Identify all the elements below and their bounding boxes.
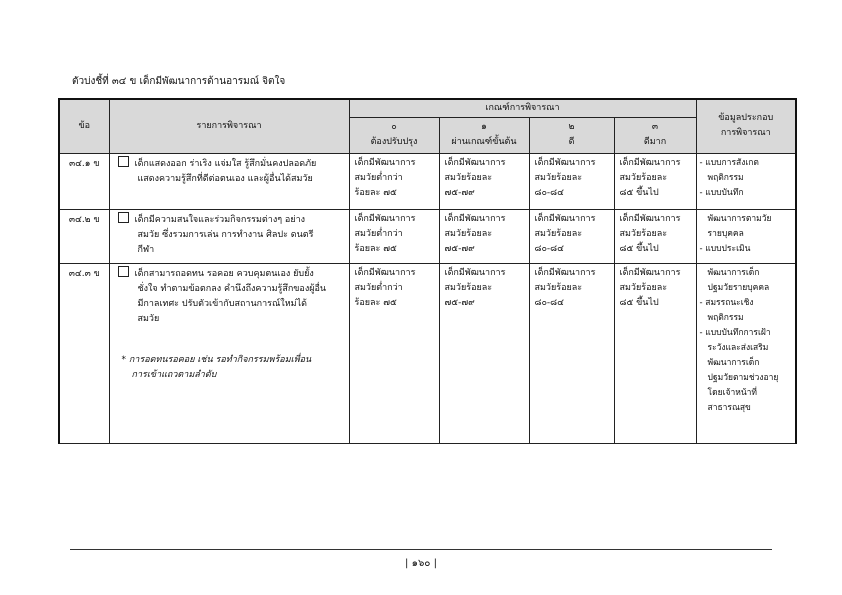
level-header-3	[614, 117, 696, 153]
criteria-table	[58, 98, 797, 444]
col-header-info	[696, 99, 796, 153]
info-text: - สมรรถนะเชิง	[699, 297, 754, 308]
item-text: กีฬา	[137, 244, 155, 255]
item-cell	[109, 263, 349, 444]
info-text: ระวังและส่งเสริม	[707, 342, 769, 353]
level-cell-0	[349, 263, 439, 444]
info-text: พฤติกรรม	[707, 172, 744, 183]
info-text: - แบบบันทึก	[699, 187, 744, 198]
level-text: เด็กมีพัฒนาการ	[534, 213, 596, 224]
level-text: เด็กมีพัฒนาการ	[354, 157, 416, 168]
level-cell-3	[614, 153, 696, 209]
info-cell	[696, 209, 796, 263]
info-cell	[696, 263, 796, 444]
row-number: ๓๔.๓ ข	[59, 263, 109, 444]
row-number: ๓๔.๒ ข	[59, 209, 109, 263]
level-text: เด็กมีพัฒนาการ	[534, 157, 596, 168]
level-text: สมวัยร้อยละ	[444, 282, 493, 293]
info-text: - แบบบันทึกการเฝ้า	[699, 327, 771, 338]
level-text: ๗๕-๗๙	[444, 297, 475, 308]
level-text: เด็กมีพัฒนาการ	[354, 213, 416, 224]
level-text: สมวัยร้อยละ	[444, 172, 493, 183]
info-cell	[696, 153, 796, 209]
level-text: เด็กมีพัฒนาการ	[619, 267, 681, 278]
level-cell-0	[349, 153, 439, 209]
item-text: เด็กสามารถอดทน รอคอย ควบคุมตนเอง ยับยั้ง	[134, 268, 314, 279]
item-text: มีกาลเทศะ ปรับตัวเข้ากับสถานการณ์ใหม่ได้	[137, 298, 307, 309]
level-number: ๓	[651, 122, 659, 132]
level-cell-1	[439, 263, 529, 444]
info-text: รายบุคคล	[707, 228, 744, 239]
level-text: เด็กมีพัฒนาการ	[444, 157, 506, 168]
level-text: สมวัยร้อยละ	[619, 228, 668, 239]
level-text: ๘๕ ขึ้นไป	[619, 243, 659, 254]
item-text: สมวัย ซึ่งรวมการเล่น การทำงาน ศิลปะ ดนตรี	[137, 229, 314, 240]
level-number: ๑	[481, 122, 487, 132]
col-header-info-line: การพิจารณา	[720, 128, 771, 139]
level-cell-2	[529, 209, 614, 263]
level-text: ร้อยละ ๗๕	[354, 243, 397, 254]
item-note	[118, 353, 345, 383]
info-text: - แบบการสังเกต	[699, 157, 759, 168]
level-text: สมวัยร้อยละ	[534, 172, 583, 183]
info-text: - แบบประเมิน	[699, 243, 751, 254]
level-text: ๗๕-๗๙	[444, 243, 475, 254]
level-text: ๘๕ ขึ้นไป	[619, 297, 659, 308]
col-header-no: ข้อ	[59, 99, 109, 153]
item-text: ชั่งใจ ทำตามข้อตกลง คำนึงถึงความรู้สึกของผู้อื่น	[137, 283, 327, 294]
level-header-2	[529, 117, 614, 153]
level-text: ๘๐-๘๔	[534, 243, 564, 254]
item-cell	[109, 153, 349, 209]
item-text: เด็กแสดงออก ร่าเริง แจ่มใส รู้สึกมั่นคงปลอดภัย	[134, 158, 317, 169]
info-text: พัฒนาการเด็ก	[707, 357, 760, 368]
level-cell-3	[614, 209, 696, 263]
level-text: สมวัยร้อยละ	[534, 228, 583, 239]
note-text: * การอดทนรอคอย เช่น รอทำกิจกรรมพร้อมเพื่อน	[121, 354, 312, 365]
level-header-0	[349, 117, 439, 153]
info-text: ปฐมวัยตามช่วงอายุ	[707, 372, 779, 383]
info-text: สาธารณสุข	[707, 402, 751, 413]
level-text: ๘๕ ขึ้นไป	[619, 187, 659, 198]
level-text: สมวัยต่ำกว่า	[354, 228, 403, 239]
level-text: สมวัยร้อยละ	[444, 228, 493, 239]
item-text: สมวัย	[137, 313, 160, 324]
level-text: ร้อยละ ๗๕	[354, 297, 397, 308]
level-label: ต้องปรับปรุง	[370, 137, 418, 147]
col-header-info-line: ข้อมูลประกอบ	[718, 113, 774, 124]
level-text: ๘๐-๘๔	[534, 297, 564, 308]
level-header-1	[439, 117, 529, 153]
level-cell-3	[614, 263, 696, 444]
level-text: ร้อยละ ๗๕	[354, 187, 397, 198]
level-number: ๐	[391, 122, 397, 132]
level-text: เด็กมีพัฒนาการ	[534, 267, 596, 278]
level-text: ๗๕-๗๙	[444, 187, 475, 198]
level-cell-0	[349, 209, 439, 263]
level-text: เด็กมีพัฒนาการ	[619, 213, 681, 224]
level-text: เด็กมีพัฒนาการ	[354, 267, 416, 278]
indicator-title: ตัวบ่งชี้ที่ ๓๔ ข เด็กมีพัฒนาการด้านอารมณ์ จิตใจ	[72, 76, 286, 87]
level-label: ดีมาก	[643, 137, 667, 147]
level-cell-1	[439, 153, 529, 209]
item-cell	[109, 209, 349, 263]
info-text: พฤติกรรม	[707, 312, 744, 323]
level-cell-2	[529, 153, 614, 209]
table-row	[59, 209, 796, 263]
level-text: สมวัยร้อยละ	[534, 282, 583, 293]
info-text: พัฒนาการเด็ก	[707, 267, 760, 278]
level-cell-2	[529, 263, 614, 444]
level-text: เด็กมีพัฒนาการ	[444, 267, 506, 278]
checkbox[interactable]	[118, 266, 129, 277]
table-row	[59, 263, 796, 444]
level-text: เด็กมีพัฒนาการ	[619, 157, 681, 168]
level-text: ๘๐-๘๔	[534, 187, 564, 198]
table-row	[59, 153, 796, 209]
level-text: สมวัยร้อยละ	[619, 172, 668, 183]
level-text: สมวัยต่ำกว่า	[354, 172, 403, 183]
checkbox[interactable]	[118, 212, 129, 223]
checkbox[interactable]	[118, 156, 129, 167]
row-number: ๓๔.๑ ข	[59, 153, 109, 209]
info-text: โดยเจ้าหน้าที่	[707, 387, 758, 398]
level-text: สมวัยร้อยละ	[619, 282, 668, 293]
col-header-criteria: เกณฑ์การพิจารณา	[349, 99, 696, 117]
item-text: แสดงความรู้สึกที่ดีต่อตนเอง และผู้อื่นได้สมวัย	[137, 173, 313, 184]
level-text: เด็กมีพัฒนาการ	[444, 213, 506, 224]
info-text: ปฐมวัยรายบุคคล	[707, 282, 770, 293]
level-cell-1	[439, 209, 529, 263]
page-number: | ๑๖๐ |	[405, 558, 437, 569]
col-header-item: รายการพิจารณา	[109, 99, 349, 153]
level-text: สมวัยต่ำกว่า	[354, 282, 403, 293]
info-text: พัฒนาการตามวัย	[707, 213, 772, 224]
level-number: ๒	[568, 122, 575, 132]
note-text: การเข้าแถวตามลำดับ	[131, 369, 217, 380]
footer-rule	[70, 549, 772, 550]
level-label: ผ่านเกณฑ์ขั้นต้น	[451, 137, 517, 147]
item-text: เด็กมีความสนใจและร่วมกิจกรรมต่างๆ อย่าง	[134, 214, 306, 225]
level-label: ดี	[568, 137, 575, 147]
